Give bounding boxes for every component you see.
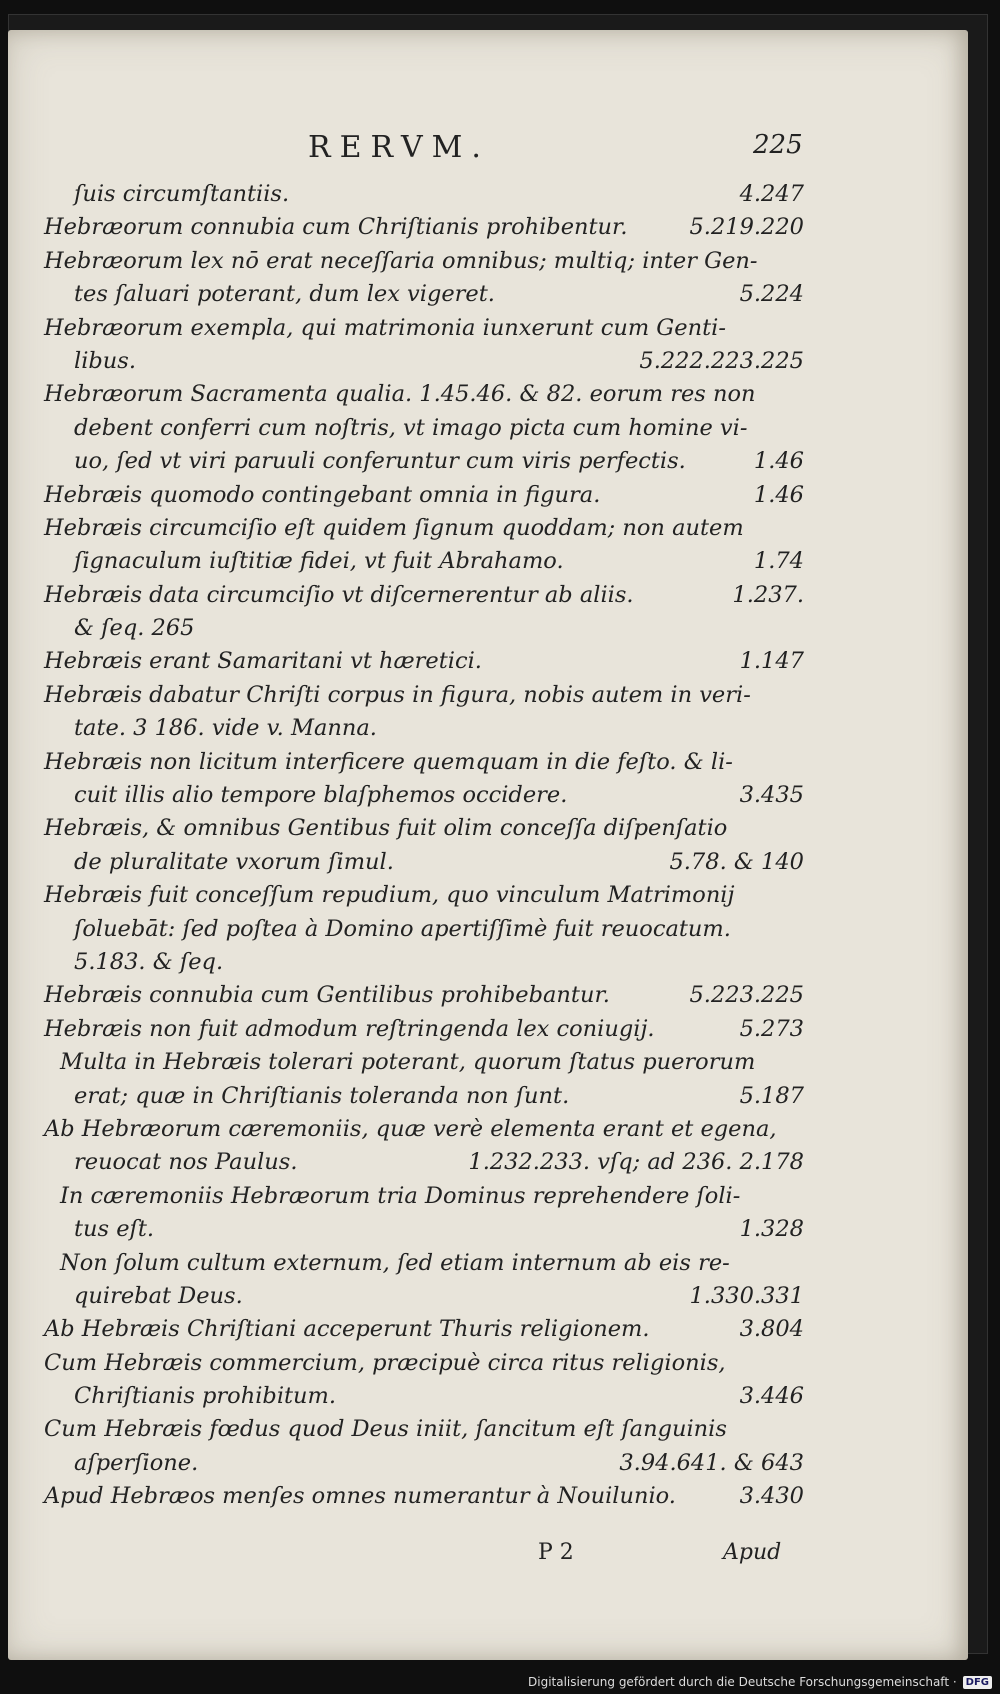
entry-text: In cæremoniis Hebræorum tria Dominus reprehendere ſoli-: [60, 1182, 741, 1209]
book-page: [8, 30, 968, 1660]
entry-text: Apud Hebræos menſes omnes numerantur à Nouilunio.: [44, 1483, 676, 1510]
index-line: [44, 946, 804, 979]
index-line: [44, 412, 804, 445]
index-line: [44, 812, 804, 845]
entry-text: debent conferri cum noſtris, vt imago picta cum homine vi-: [74, 414, 748, 441]
running-head: RERVM.: [308, 130, 490, 165]
entry-text: tate. 3 186. vide v. Manna.: [74, 715, 377, 742]
index-line: [44, 679, 804, 712]
entry-reference: 5.222.223.225: [639, 347, 804, 374]
entry-text: tus eſt.: [74, 1216, 155, 1243]
entry-text: Cum Hebræis fœdus quod Deus iniit, ſancitum eſt ſanguinis: [44, 1416, 727, 1443]
entry-text: Hebræis data circumciſio vt diſcernerentur ab aliis.: [44, 581, 634, 608]
entry-text: ſuis circumſtantiis.: [74, 181, 290, 207]
index-line: [44, 846, 804, 879]
entry-text: Hebræis connubia cum Gentilibus prohibebantur.: [44, 982, 610, 1009]
index-line: [44, 445, 804, 478]
entry-text: Hebræis fuit conceſſum repudium, quo vinculum Matrimonij: [44, 882, 735, 909]
catchword: Apud: [723, 1540, 782, 1565]
entry-text: Hebræis non fuit admodum reſtringenda lex coniugij.: [44, 1015, 655, 1042]
index-line: [44, 1213, 804, 1246]
digitization-credit: [528, 1672, 992, 1692]
index-line: [44, 779, 804, 812]
index-line: [44, 211, 804, 244]
entry-text: Cum Hebræis commercium, præcipuè circa ritus religionis,: [44, 1349, 726, 1376]
entry-text: uo, ſed vt viri paruuli conferuntur cum viris perfectis.: [74, 448, 686, 475]
entry-reference: 1.232.233. vſq; ad 236. 2.178: [468, 1149, 804, 1176]
entry-text: Hebræorum connubia cum Chriſtianis prohibentur.: [44, 214, 628, 241]
entry-text: Hebræis circumciſio eſt quidem ſignum quoddam; non autem: [44, 514, 744, 541]
index-line: [44, 1013, 804, 1046]
entry-reference: 3.435: [739, 782, 804, 809]
entry-reference: 3.804: [739, 1316, 804, 1343]
entry-reference: 4.247: [739, 181, 804, 207]
index-line: [44, 178, 804, 211]
entry-reference: 5.223.225: [689, 982, 804, 1009]
entry-text: Chriſtianis prohibitum.: [74, 1383, 337, 1410]
entry-text: Hebræis, & omnibus Gentibus fuit olim conceſſa diſpenſatio: [44, 815, 728, 842]
page-number: 225: [753, 130, 803, 160]
index-line: [44, 278, 804, 311]
entry-text: quirebat Deus.: [74, 1282, 243, 1309]
index-line: [44, 1146, 804, 1179]
entry-text: Multa in Hebræis tolerari poterant, quorum ſtatus puerorum: [60, 1049, 756, 1076]
entry-reference: 1.328: [739, 1216, 804, 1243]
index-line: [44, 1480, 804, 1513]
index-line: [44, 1180, 804, 1213]
entry-reference: 5.187: [739, 1082, 804, 1109]
index-line: [44, 612, 804, 645]
index-line: [44, 312, 804, 345]
entry-reference: 1.237.: [732, 581, 804, 608]
entry-reference: 1.147: [739, 648, 804, 675]
index-line: [44, 378, 804, 411]
entry-text: ſignaculum iuſtitiæ fidei, vt fuit Abrahamo.: [74, 548, 564, 575]
entry-reference: 5.224: [739, 281, 804, 308]
index-line: [44, 1280, 804, 1313]
entry-text: Non ſolum cultum externum, ſed etiam internum ab eis re-: [60, 1249, 730, 1276]
entry-reference: 5.273: [739, 1015, 804, 1042]
entry-text: Hebræis quomodo contingebant omnia in figura.: [44, 481, 601, 508]
index-line: [44, 1380, 804, 1413]
index-line: [44, 1313, 804, 1346]
entry-text: erat; quæ in Chriſtianis toleranda non ſunt.: [74, 1082, 570, 1109]
entry-text: & ſeq. 265: [74, 615, 195, 642]
entry-text: reuocat nos Paulus.: [74, 1149, 298, 1176]
entry-text: Hebræis erant Samaritani vt hæretici.: [44, 648, 482, 675]
entry-text: Hebræorum lex nō erat neceſſaria omnibus; multiq; inter Gen-: [44, 247, 758, 274]
index-line: [44, 579, 804, 612]
entry-reference: 1.74: [753, 548, 804, 575]
entry-reference: 3.446: [739, 1383, 804, 1410]
index-line: [44, 1347, 804, 1380]
entry-text: Hebræis non licitum interficere quemquam in die feſto. & li-: [44, 748, 733, 775]
index-line: [44, 979, 804, 1012]
entry-reference: 1.46: [753, 481, 804, 508]
index-line: [44, 245, 804, 278]
entry-text: 5.183. & ſeq.: [74, 948, 224, 975]
index-line: [44, 1113, 804, 1146]
dfg-logo-icon: DFG: [963, 1676, 992, 1689]
entry-reference: 5.78. & 140: [669, 848, 804, 875]
entry-reference: 5.219.220: [689, 214, 804, 241]
index-line: [44, 345, 804, 378]
entry-text: Hebræis dabatur Chriſti corpus in figura, nobis autem in veri-: [44, 681, 751, 708]
index-line: [44, 1046, 804, 1079]
index-entries: [44, 178, 804, 1514]
index-line: [44, 645, 804, 678]
index-line: [44, 1447, 804, 1480]
signature-mark: P 2: [538, 1540, 574, 1565]
entry-reference: 3.430: [739, 1483, 804, 1510]
index-line: [44, 1247, 804, 1280]
entry-reference: 3.94.641. & 643: [619, 1449, 804, 1476]
index-line: [44, 1413, 804, 1446]
entry-text: Ab Hebræis Chriſtiani acceperunt Thuris religionem.: [44, 1316, 650, 1343]
entry-text: libus.: [74, 347, 136, 374]
index-line: [44, 879, 804, 912]
index-line: [44, 913, 804, 946]
index-line: [44, 1080, 804, 1113]
index-line: [44, 479, 804, 512]
index-line: [44, 712, 804, 745]
entry-text: Ab Hebræorum cæremoniis, quæ verè elementa erant et egena,: [44, 1115, 777, 1142]
entry-text: tes ſaluari poterant, dum lex vigeret.: [74, 281, 495, 308]
index-line: [44, 545, 804, 578]
entry-text: cuit illis alio tempore blaſphemos occidere.: [74, 782, 568, 809]
entry-text: aſperſione.: [74, 1449, 199, 1476]
entry-reference: 1.330.331: [689, 1282, 804, 1309]
entry-text: ſoluebāt: ſed poſtea à Domino apertiſſimè fuit reuocatum.: [74, 915, 731, 942]
credit-text: Digitalisierung gefördert durch die Deutsche Forschungsgemeinschaft ·: [528, 1675, 957, 1689]
index-line: [44, 746, 804, 779]
entry-reference: 1.46: [753, 448, 804, 475]
entry-text: Hebræorum exempla, qui matrimonia iunxerunt cum Genti-: [44, 314, 726, 341]
entry-text: Hebræorum Sacramenta qualia. 1.45.46. & 82. eorum res non: [44, 381, 756, 408]
entry-text: de pluralitate vxorum ſimul.: [74, 848, 394, 875]
index-line: [44, 512, 804, 545]
